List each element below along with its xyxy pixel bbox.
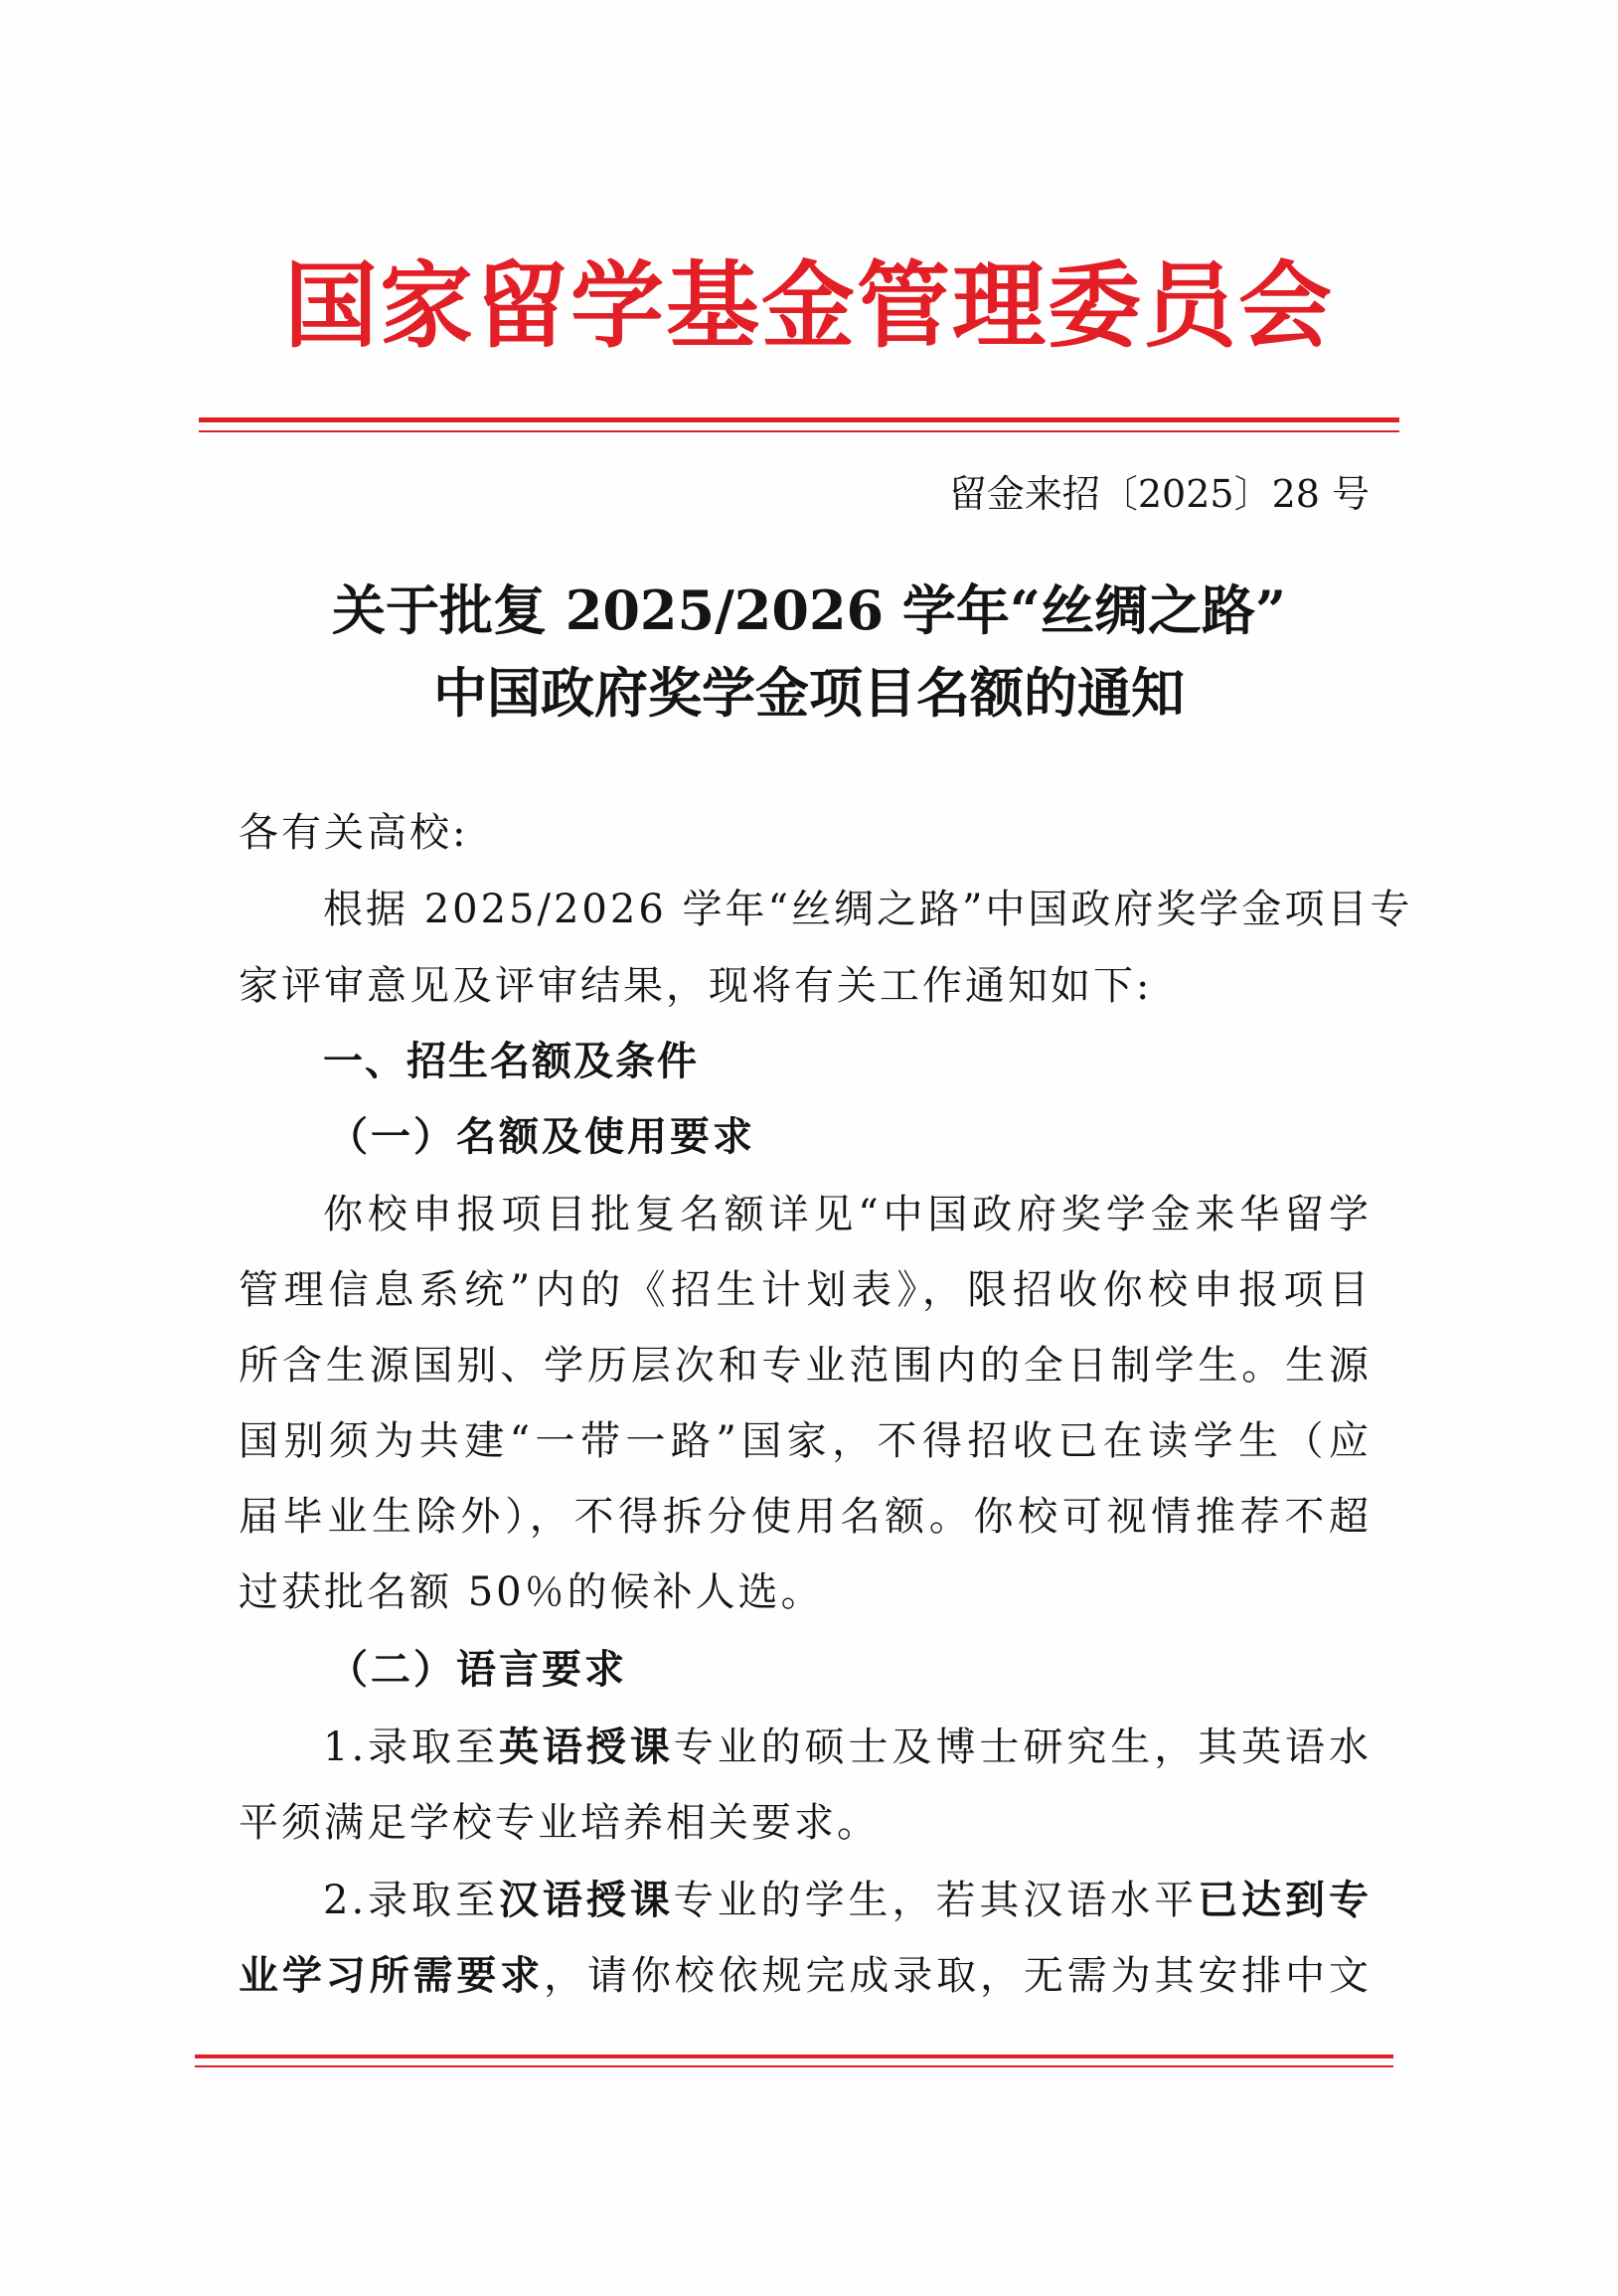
paragraph-1-line-4: 国别须为共建“一带一路”国家，不得招收已在读学生（应 (239, 1418, 1372, 1464)
item-2-middle: 专业的学生，若其汉语水平 (673, 1878, 1199, 1923)
header-red-rule-thin (199, 430, 1399, 432)
item-1-line-2: 平须满足学校专业培养相关要求。 (239, 1800, 880, 1846)
item-2-line-2-rest: ，请你校依规完成录取，无需为其安排中文 (544, 1953, 1373, 1999)
section-1-heading: 一、招生名额及条件 (323, 1039, 699, 1084)
intro-line-2: 家评审意见及评审结果，现将有关工作通知如下: (239, 963, 1153, 1009)
item-1-prefix: 1.录取至 (323, 1724, 499, 1770)
document-title-line-1: 关于批复 2025/2026 学年“丝绸之路” (331, 578, 1287, 642)
paragraph-1-line-5: 届毕业生除外），不得拆分使用名额。你校可视情推荐不超 (239, 1494, 1372, 1540)
item-2-line-1 (323, 1871, 1372, 1930)
item-2-emphasis-1: 汉语授课 (498, 1877, 674, 1923)
paragraph-1-line-1: 你校申报项目批复名额详见“中国政府奖学金来华留学 (323, 1192, 1372, 1237)
footer-red-rule-thick (195, 2054, 1393, 2058)
item-1-rest: 专业的硕士及博士研究生，其英语水 (673, 1724, 1373, 1770)
item-2-emphasis-3: 业学习所需要求 (239, 1952, 545, 1999)
item-1-emphasis: 英语授课 (498, 1723, 674, 1770)
item-2-line-2 (239, 1946, 1372, 2006)
letterhead-org-name: 国家留学基金管理委员会 (283, 251, 1334, 361)
intro-line-1: 根据 2025/2026 学年“丝绸之路”中国政府奖学金项目专 (323, 887, 1413, 932)
header-red-rule-thick (199, 417, 1399, 422)
document-title-line-2: 中国政府奖学金项目名额的通知 (433, 661, 1185, 725)
paragraph-1-line-3: 所含生源国别、学历层次和专业范围内的全日制学生。生源 (239, 1343, 1372, 1389)
salutation: 各有关高校: (239, 810, 469, 856)
paragraph-1-line-2: 管理信息系统”内的《招生计划表》，限招收你校申报项目 (239, 1267, 1372, 1313)
paragraph-1-line-6: 过获批名额 50％的候补人选。 (239, 1569, 824, 1615)
document-number: 留金来招〔2025〕28 号 (948, 472, 1370, 516)
item-1-line-1 (323, 1718, 1372, 1777)
subsection-2-heading: （二）语言要求 (328, 1646, 627, 1693)
footer-red-rule-thin (195, 2065, 1393, 2067)
item-2-prefix: 2.录取至 (323, 1878, 499, 1923)
subsection-1-heading: （一）名额及使用要求 (328, 1113, 755, 1160)
item-2-emphasis-2: 已达到专 (1198, 1877, 1373, 1923)
